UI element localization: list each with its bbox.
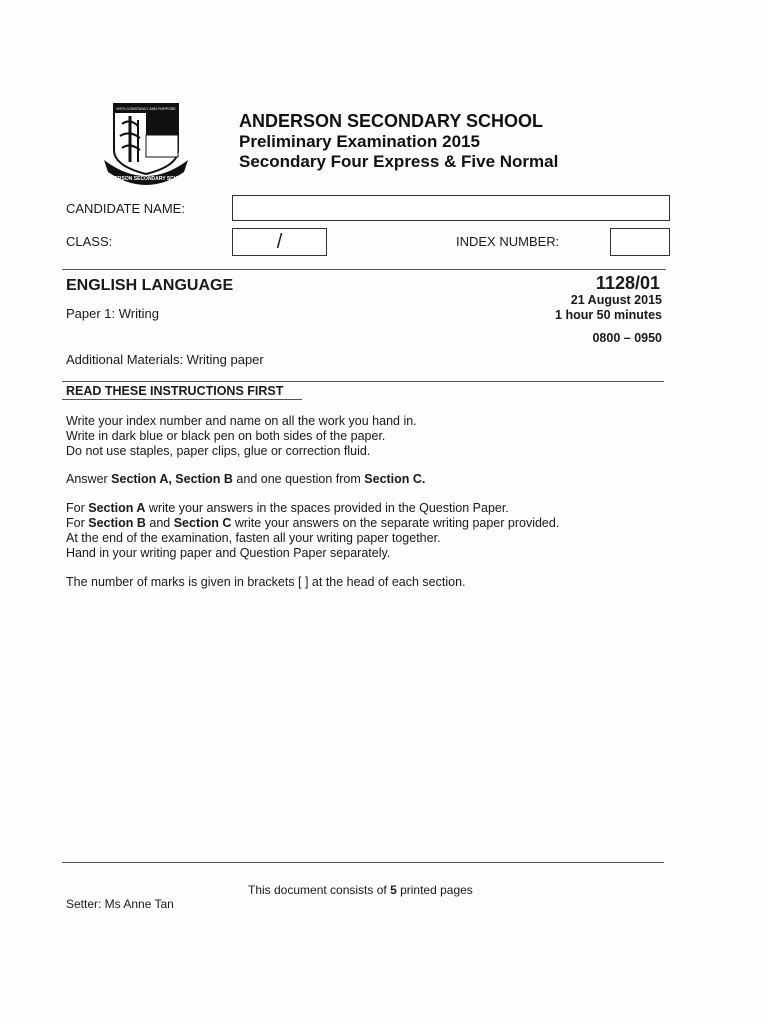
instructions-paragraph-4: The number of marks is given in brackets [ ] at the head of each section.: [66, 575, 466, 589]
instructions-paragraph-3: [66, 501, 559, 561]
page-count-note: [248, 883, 473, 898]
instruction-text: For: [66, 501, 89, 515]
instruction-bold: Section B: [88, 516, 146, 530]
school-name: ANDERSON SECONDARY SCHOOL: [239, 111, 544, 131]
divider: [62, 381, 664, 382]
page-count-text: This document consists of: [248, 883, 391, 897]
setter-name: Setter: Ms Anne Tan: [66, 897, 174, 911]
instruction-line: Write in dark blue or black pen on both sides of the paper.: [66, 429, 386, 443]
instruction-text: write your answers on the separate writing paper provided.: [231, 516, 560, 530]
divider: [62, 269, 666, 270]
svg-text:ANDERSON SECONDARY SCHOOL: ANDERSON SECONDARY SCHOOL: [103, 176, 189, 182]
paper-name: Paper 1: Writing: [66, 306, 159, 321]
candidate-name-label: CANDIDATE NAME:: [66, 201, 185, 216]
instruction-bold: Section C.: [364, 472, 426, 486]
paper-code: 1128/01: [595, 273, 660, 293]
instruction-line: Write your index number and name on all the work you hand in.: [66, 414, 417, 428]
instruction-text: and one question from: [232, 472, 365, 486]
instructions-paragraph-2: [66, 472, 425, 487]
school-crest-logo: [100, 100, 192, 186]
instruction-bold: Section A: [88, 501, 146, 515]
page-count-number: 5: [390, 883, 397, 897]
instruction-text: Answer: [66, 472, 112, 486]
instruction-line: [66, 516, 559, 531]
instruction-text: write your answers in the spaces provided in the Question Paper.: [145, 501, 509, 515]
exam-date: 21 August 2015: [570, 293, 662, 307]
instruction-line: Hand in your writing paper and Question Paper separately.: [66, 546, 391, 560]
footer-divider: [62, 862, 664, 863]
instruction-bold: Section C: [173, 516, 232, 530]
exam-duration: 1 hour 50 minutes: [555, 308, 662, 322]
index-number-label: INDEX NUMBER:: [456, 234, 560, 249]
class-label: CLASS:: [66, 234, 113, 249]
additional-materials: Additional Materials: Writing paper: [66, 352, 264, 367]
exam-level: Secondary Four Express & Five Normal: [239, 152, 559, 171]
instruction-text: and: [145, 516, 174, 530]
instructions-paragraph-1: [66, 414, 417, 459]
class-field[interactable]: /: [232, 228, 327, 256]
subject-title: ENGLISH LANGUAGE: [66, 277, 234, 294]
divider: [62, 399, 302, 400]
index-number-field[interactable]: [610, 228, 670, 256]
instruction-bold: Section A, Section B: [111, 472, 233, 486]
instruction-line: At the end of the examination, fasten all your writing paper together.: [66, 531, 441, 545]
exam-title: Preliminary Examination 2015: [239, 132, 480, 151]
exam-time: 0800 – 0950: [592, 331, 662, 345]
instruction-text: For: [66, 516, 89, 530]
instruction-line: Do not use staples, paper clips, glue or correction fluid.: [66, 444, 371, 458]
svg-text:WITH CONSTANCY AND PURPOSE: WITH CONSTANCY AND PURPOSE: [116, 107, 176, 111]
page-count-text: printed pages: [396, 883, 473, 897]
candidate-name-field[interactable]: [232, 195, 670, 221]
instruction-line: [66, 501, 559, 516]
instructions-title: READ THESE INSTRUCTIONS FIRST: [66, 384, 284, 398]
